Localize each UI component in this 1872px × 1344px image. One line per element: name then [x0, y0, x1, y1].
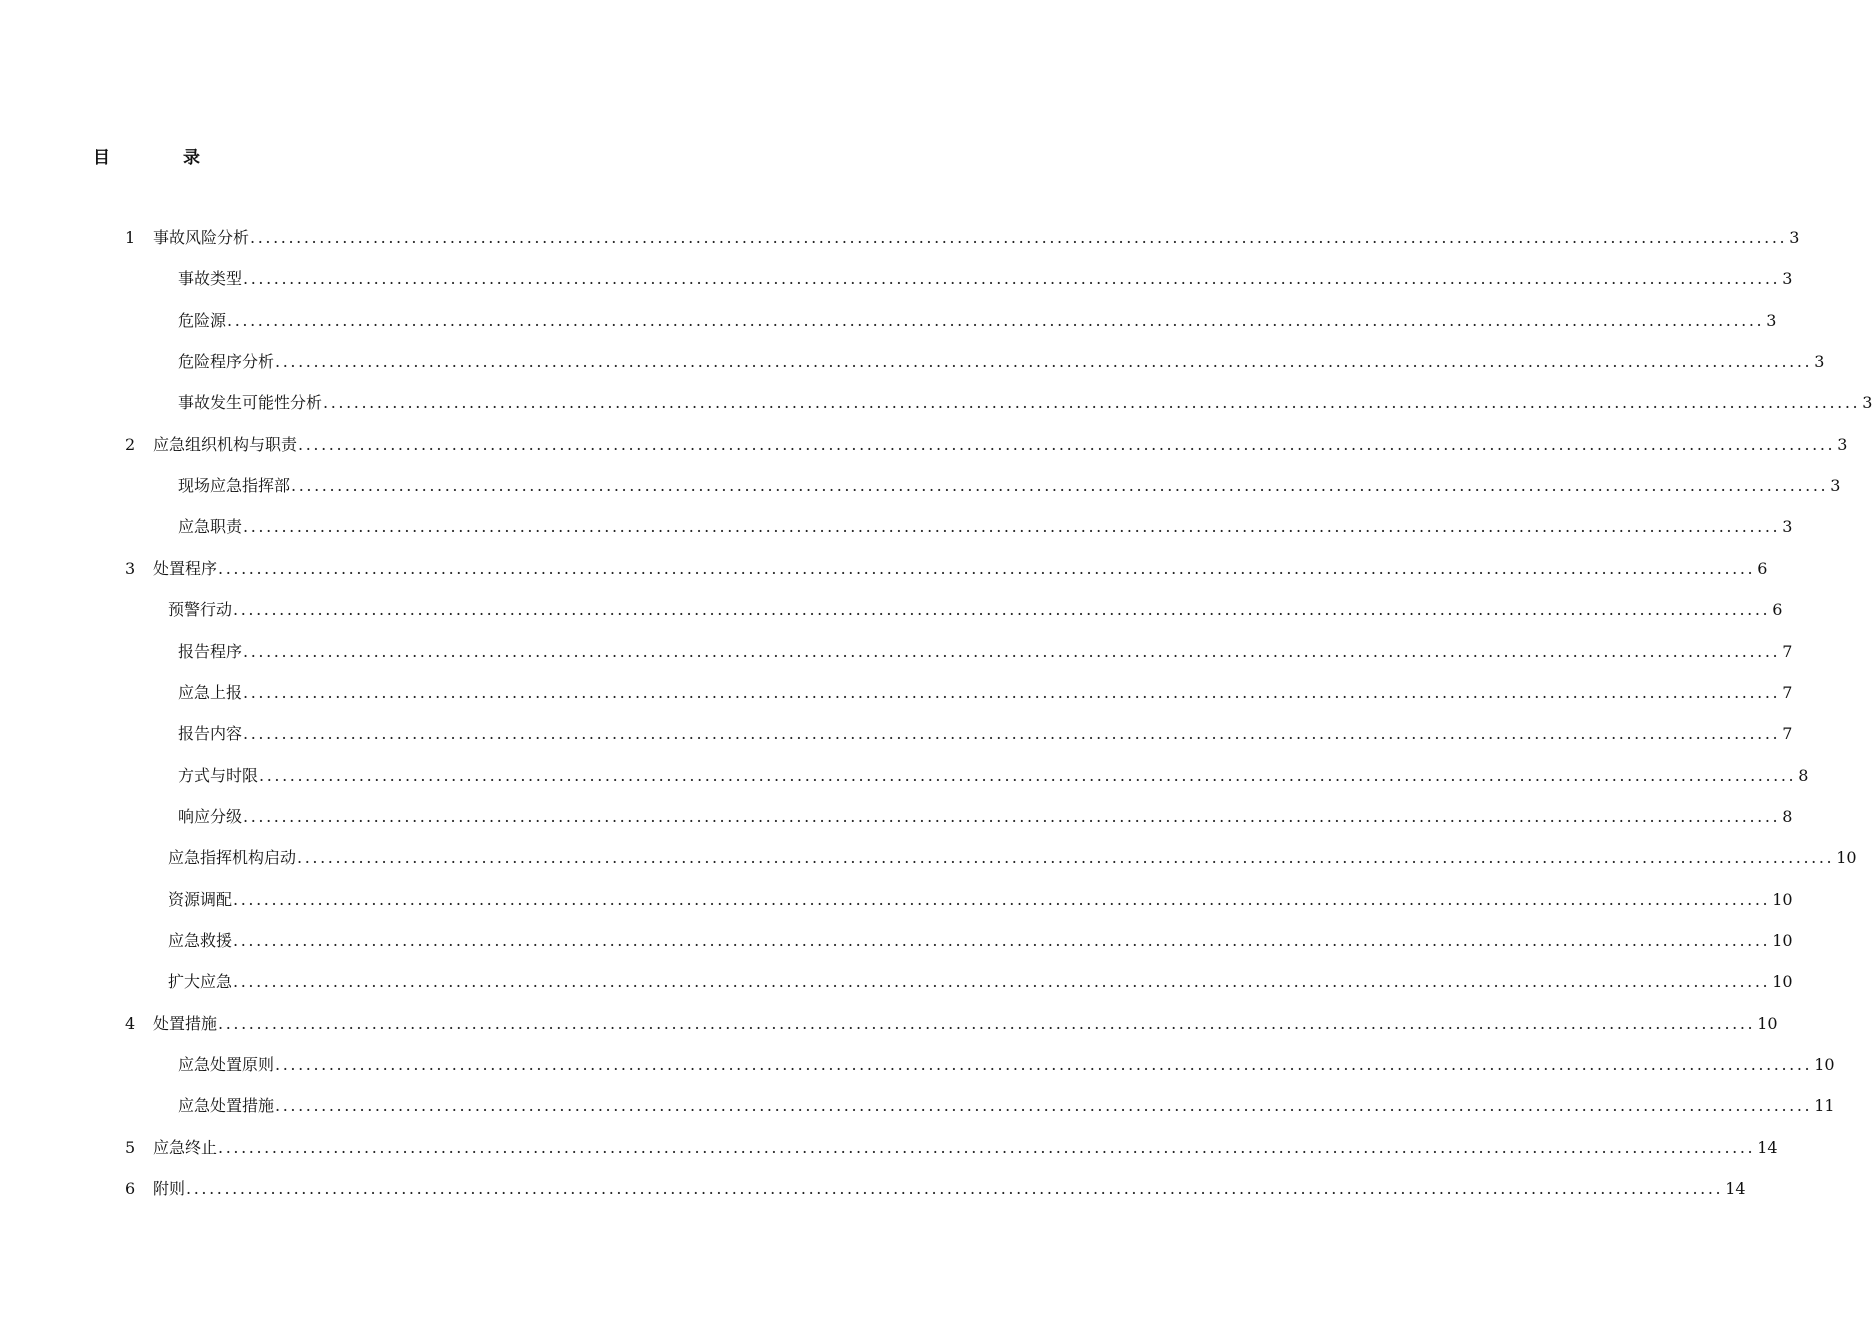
toc-entry[interactable] [125, 226, 1800, 250]
toc-entry-title: 方式与时限 [178, 765, 259, 785]
toc-entry-title: 处置措施 [153, 1013, 218, 1033]
toc-leader-dots: ........................................................................................................................................................................................................ [259, 765, 1797, 785]
toc-entry-number: 2 [125, 434, 136, 454]
toc-entry[interactable] [178, 309, 1777, 333]
toc-entry-title: 应急上报 [178, 682, 243, 702]
toc-entry-title: 应急处置措施 [178, 1096, 275, 1116]
toc-entry-title: 处置程序 [153, 558, 218, 578]
toc-entry-title: 事故类型 [178, 269, 243, 289]
toc-entry-title: 应急组织机构与职责 [153, 434, 298, 454]
toc-entry-page: 10 [1772, 972, 1793, 992]
toc-entry-number: 3 [125, 558, 136, 578]
toc-entry-title: 应急指挥机构启动 [168, 848, 297, 868]
toc-entry-page: 14 [1757, 1137, 1778, 1157]
toc-entry[interactable] [178, 805, 1793, 829]
toc-entry-title: 扩大应急 [168, 972, 233, 992]
toc-entry-page: 8 [1798, 765, 1809, 785]
toc-entry-title: 报告程序 [178, 641, 243, 661]
toc-entry-page: 10 [1836, 848, 1857, 868]
toc-entry[interactable] [168, 970, 1793, 994]
toc-entry-page: 3 [1789, 228, 1800, 247]
toc-leader-dots: ........................................................................................................................................................................................................ [250, 228, 1788, 247]
toc-leader-dots: ........................................................................................................................................................................................................ [227, 310, 1765, 330]
toc-leader-dots: ........................................................................................................................................................................................................ [218, 1013, 1756, 1033]
toc-entry-page: 10 [1772, 889, 1793, 909]
toc-entry[interactable] [178, 722, 1793, 746]
toc-entry-page: 3 [1837, 434, 1848, 454]
toc-leader-dots: ........................................................................................................................................................................................................ [218, 558, 1756, 578]
toc-entry-title: 应急救援 [168, 930, 233, 950]
toc-entry-number: 1 [125, 228, 136, 247]
toc-entry-page: 10 [1814, 1055, 1835, 1074]
toc-entry-title: 危险源 [178, 310, 227, 330]
toc-entry-title: 危险程序分析 [178, 352, 275, 372]
toc-entry-page: 6 [1757, 558, 1768, 578]
toc-entry[interactable] [178, 515, 1793, 539]
toc-leader-dots: ........................................................................................................................................................................................................ [243, 806, 1781, 826]
toc-entry-page: 3 [1830, 476, 1841, 496]
toc-entry[interactable] [125, 433, 1848, 457]
toc-entry-page: 11 [1814, 1096, 1835, 1116]
toc-entry[interactable] [178, 350, 1825, 374]
toc-entry-page: 10 [1772, 930, 1793, 950]
toc-entry-title: 现场应急指挥部 [178, 476, 291, 496]
toc-entry-page: 3 [1814, 352, 1825, 372]
toc-entry[interactable] [125, 1012, 1778, 1036]
toc-leader-dots: ........................................................................................................................................................................................................ [275, 352, 1813, 372]
toc-entry-title: 应急终止 [153, 1137, 218, 1157]
toc-entry-page: 14 [1725, 1179, 1746, 1199]
toc-leader-dots: ........................................................................................................................................................................................................ [298, 434, 1836, 454]
toc-leader-dots: ........................................................................................................................................................................................................ [243, 517, 1781, 537]
toc-leader-dots: ........................................................................................................................................................................................................ [323, 393, 1861, 413]
toc-entry[interactable] [168, 888, 1793, 912]
toc-entry-number: 4 [125, 1013, 136, 1033]
toc-entry-title: 附则 [153, 1179, 186, 1199]
toc-entry-title: 应急处置原则 [178, 1055, 275, 1074]
toc-leader-dots: ........................................................................................................................................................................................................ [186, 1179, 1724, 1199]
toc-entry[interactable] [178, 640, 1793, 664]
toc-entry[interactable] [168, 846, 1857, 870]
toc-leader-dots: ........................................................................................................................................................................................................ [297, 848, 1835, 868]
toc-entry[interactable] [125, 1136, 1778, 1160]
toc-leader-dots: ........................................................................................................................................................................................................ [243, 724, 1781, 744]
toc-leader-dots: ........................................................................................................................................................................................................ [291, 476, 1829, 496]
toc-entry-title: 预警行动 [168, 600, 233, 620]
toc-entry[interactable] [178, 1053, 1835, 1077]
toc-leader-dots: ........................................................................................................................................................................................................ [275, 1055, 1813, 1074]
toc-entry[interactable] [178, 267, 1793, 291]
toc-entry-page: 10 [1757, 1013, 1778, 1033]
toc-entry-page: 7 [1782, 724, 1793, 744]
toc-title: 目 录 [93, 148, 228, 168]
toc-entry-page: 7 [1782, 682, 1793, 702]
toc-entry-page: 7 [1782, 641, 1793, 661]
toc-leader-dots: ........................................................................................................................................................................................................ [275, 1096, 1813, 1116]
toc-leader-dots: ........................................................................................................................................................................................................ [218, 1137, 1756, 1157]
toc-entry-title: 事故发生可能性分析 [178, 393, 323, 413]
toc-entry-title: 报告内容 [178, 724, 243, 744]
toc-entry[interactable] [168, 929, 1793, 953]
toc-entry[interactable] [168, 598, 1783, 622]
toc-entry-page: 8 [1782, 806, 1793, 826]
toc-leader-dots: ........................................................................................................................................................................................................ [233, 972, 1771, 992]
toc-entry-page: 3 [1782, 517, 1793, 537]
toc-entry-title: 资源调配 [168, 889, 233, 909]
toc-entry-page: 3 [1766, 310, 1777, 330]
toc-entry-title: 响应分级 [178, 806, 243, 826]
toc-entry-title: 事故风险分析 [153, 228, 250, 247]
toc-leader-dots: ........................................................................................................................................................................................................ [233, 600, 1771, 620]
toc-entry[interactable] [178, 681, 1793, 705]
toc-entry-title: 应急职责 [178, 517, 243, 537]
toc-leader-dots: ........................................................................................................................................................................................................ [233, 930, 1771, 950]
toc-entry-number: 6 [125, 1179, 136, 1199]
toc-entry-number: 5 [125, 1137, 136, 1157]
toc-entry[interactable] [178, 1094, 1835, 1118]
toc-entry[interactable] [178, 474, 1841, 498]
toc-leader-dots: ........................................................................................................................................................................................................ [233, 889, 1771, 909]
toc-entry[interactable] [125, 557, 1768, 581]
toc-entry-page: 3 [1862, 393, 1872, 413]
toc-leader-dots: ........................................................................................................................................................................................................ [243, 641, 1781, 661]
toc-entry-page: 6 [1772, 600, 1783, 620]
toc-leader-dots: ........................................................................................................................................................................................................ [243, 682, 1781, 702]
toc-entry[interactable] [178, 764, 1809, 788]
toc-leader-dots: ........................................................................................................................................................................................................ [243, 269, 1781, 289]
toc-entry[interactable] [178, 391, 1872, 415]
toc-entry[interactable] [125, 1177, 1746, 1201]
toc-entry-page: 3 [1782, 269, 1793, 289]
